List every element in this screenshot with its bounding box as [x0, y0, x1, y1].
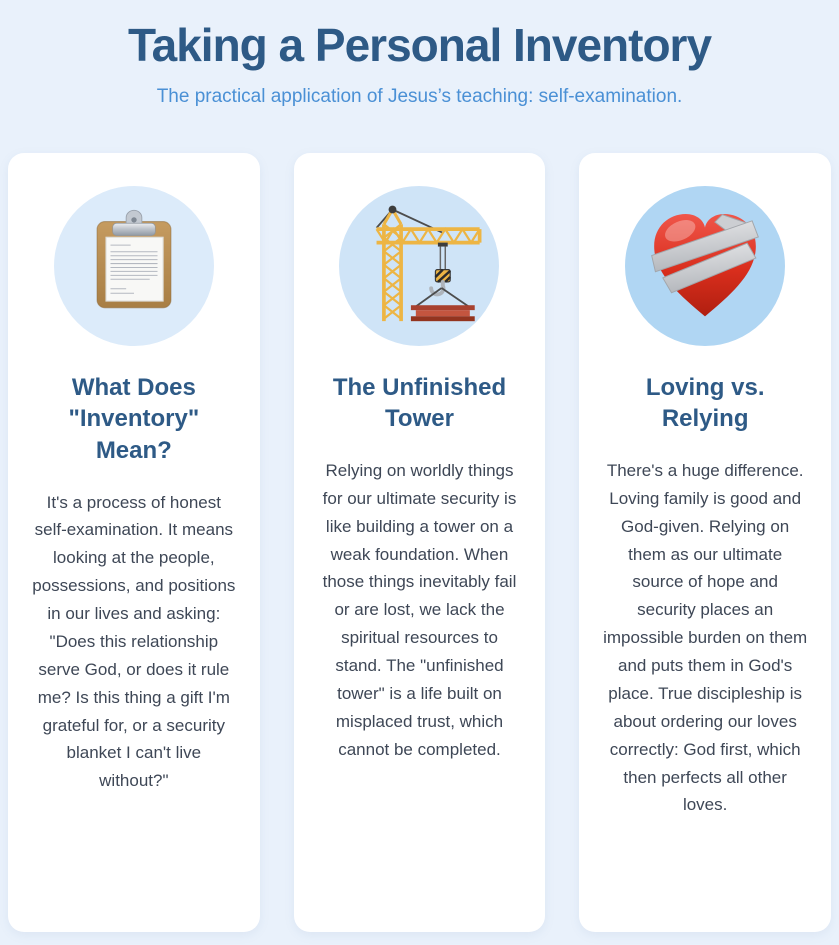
page-header	[0, 0, 839, 108]
page-subtitle: The practical application of Jesus’s teaching: self-examination.	[156, 85, 683, 107]
card-title: Loving vs. Relying	[645, 373, 765, 433]
construction-crane-icon	[352, 202, 487, 330]
card-body: There's a huge difference. Loving family is good and God-given. Relying on them as our ultimate source of hope and security places an impossible burden on them and puts them in God's place. True discipleship is about ordering our loves correctly: God first, which then perfects all other loves.	[603, 460, 808, 815]
card-loving-vs-relying	[579, 153, 831, 932]
clipboard-icon	[78, 207, 190, 324]
page-title: Taking a Personal Inventory	[127, 19, 712, 71]
icon-circle	[339, 186, 499, 346]
card-inventory-meaning	[8, 153, 260, 932]
icon-circle	[54, 186, 214, 346]
card-unfinished-tower	[294, 153, 546, 932]
cards-grid	[0, 153, 839, 932]
card-title: What Does "Inventory" Mean?	[68, 373, 200, 464]
icon-circle	[625, 186, 785, 346]
mending-heart-icon	[643, 201, 767, 330]
card-title: The Unfinished Tower	[332, 373, 507, 433]
card-body: Relying on worldly things for our ultimate security is like building a tower on a weak foundation. When those things inevitably fail or are lost, we lack the spiritual resources to stand. The "unfinished tower" is a life built on misplaced trust, which cannot be completed.	[322, 460, 517, 759]
card-body: It's a process of honest self-examination. It means looking at the people, possessions, and positions in our lives and asking: "Does this relationship serve God, or does it rule me? Is this thing a gift I'm grateful for, or a security blanket I can't live without?"	[32, 492, 236, 791]
